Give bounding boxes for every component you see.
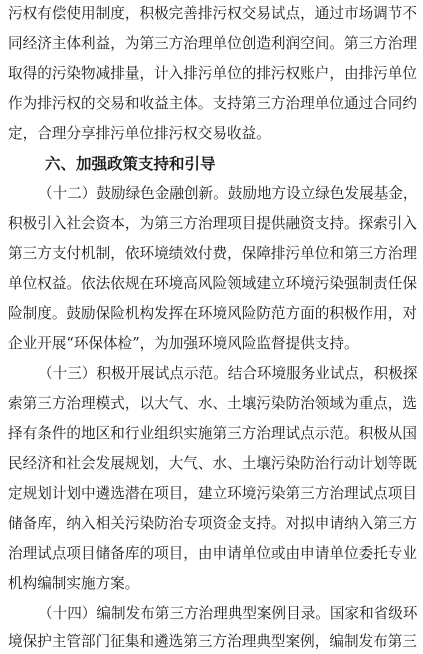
paragraph-13-line-1: （十三）积极开展试点示范。结合环境服务业试点，积极探 <box>38 365 418 382</box>
text-line-17: 储备库，纳入相关污染防治专项资金支持。对拟申请纳入第三方 <box>8 515 417 532</box>
text-line-8: 第三方支付机制，依环境绩效付费，保障排污单位和第三方治理 <box>8 245 417 262</box>
section-heading: 六、加强政策支持和引导 <box>45 155 216 173</box>
text-line-16: 定规划计划中遴选潜在项目，建立环境污染第三方治理试点项目 <box>8 485 417 502</box>
text-line-15: 民经济和社会发展规划，大气、水、土壤污染防治行动计划等既 <box>8 455 417 472</box>
text-line-10: 险制度。鼓励保险机构发挥在环境风险防范方面的积极作用，对 <box>8 305 417 322</box>
text-line-14: 择有条件的地区和行业组织实施第三方治理试点示范。积极从国 <box>8 425 417 442</box>
text-line-11: 企业开展“环保体检”，为加强环境风险监督提供支持。 <box>8 335 359 352</box>
text-line-9: 单位权益。依法依规在环境高风险领域建立环境污染强制责任保 <box>8 275 417 292</box>
text-line-7: 积极引入社会资本，为第三方治理项目提供融资支持。探索引入 <box>8 215 417 232</box>
paragraph-12-line-1: （十二）鼓励绿色金融创新。鼓励地方设立绿色发展基金， <box>38 185 418 202</box>
text-line-2: 同经济主体利益，为第三方治理单位创造利润空间。第三方治理 <box>8 35 417 52</box>
text-line-18: 治理试点项目储备库的项目，由申请单位或由申请单位委托专业 <box>8 545 417 562</box>
text-line-19: 机构编制实施方案。 <box>8 575 140 592</box>
text-line-13: 索第三方治理模式，以大气、水、土壤污染防治领域为重点，选 <box>8 395 417 412</box>
paragraph-14-line-1: （十四）编制发布第三方治理典型案例目录。国家和省级环 <box>38 605 418 622</box>
text-line-1: 污权有偿使用制度，积极完善排污权交易试点，通过市场调节不 <box>8 5 417 22</box>
text-line-3: 取得的污染物减排量，计入排污单位的排污权账户，由排污单位 <box>8 65 417 82</box>
text-line-4: 作为排污权的交易和收益主体。支持第三方治理单位通过合同约 <box>8 95 417 112</box>
text-line-5: 定，合理分享排污单位排污权交易收益。 <box>8 125 271 142</box>
text-line-21: 境保护主管部门征集和遴选第三方治理典型案例，编制发布第三 <box>8 633 417 650</box>
